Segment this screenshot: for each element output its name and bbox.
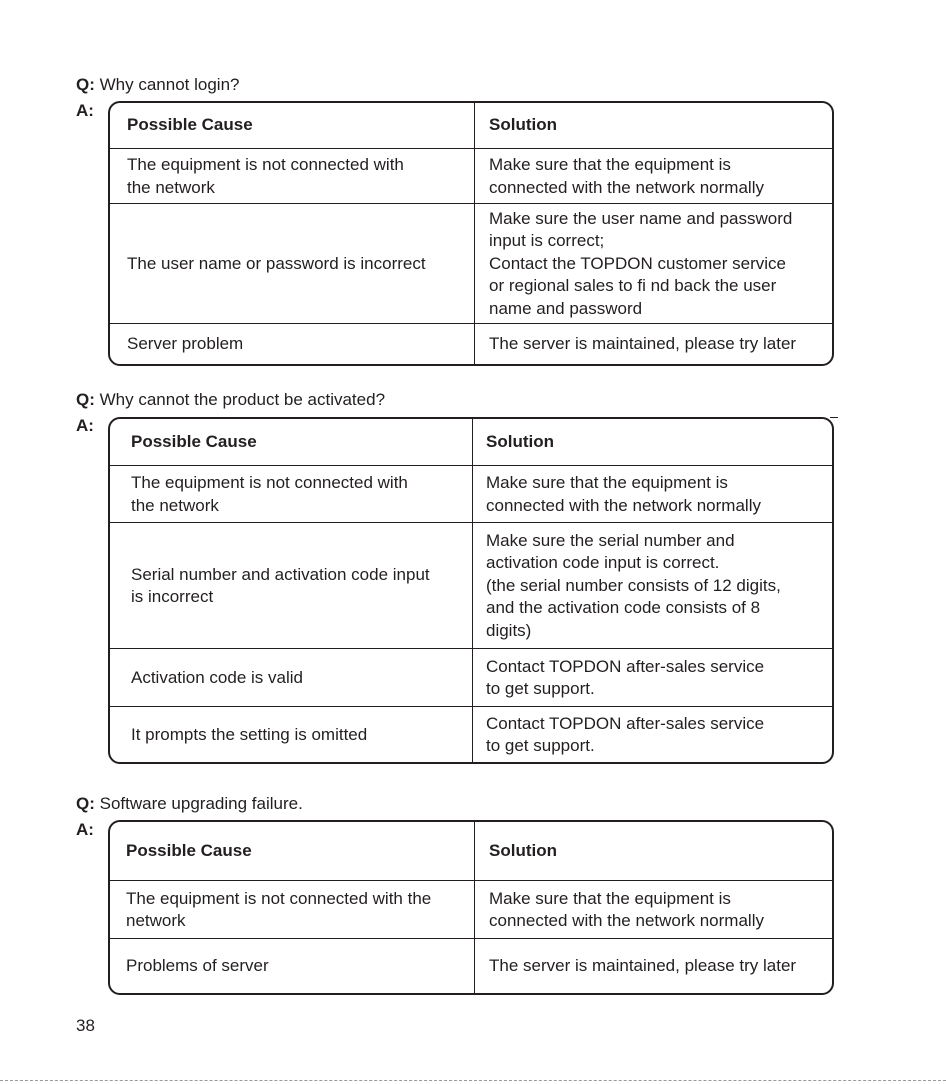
answer-label-2: A: bbox=[76, 416, 94, 435]
question-2 bbox=[76, 390, 385, 410]
table-header-row bbox=[110, 822, 832, 880]
table-row bbox=[110, 522, 832, 649]
header-cause: Possible Cause bbox=[126, 840, 252, 860]
faq-table-upgrade bbox=[108, 820, 834, 995]
table-row bbox=[110, 465, 832, 523]
cause-cell: The user name or password is incorrect bbox=[127, 253, 426, 273]
q-label: Q: bbox=[76, 75, 95, 94]
table-row bbox=[110, 938, 832, 994]
table-row bbox=[110, 706, 832, 763]
question-text: Software upgrading failure. bbox=[99, 794, 303, 813]
solution-cell: Contact TOPDON after-sales service to get support. bbox=[486, 713, 765, 755]
cause-cell: Serial number and activation code input is incorrect bbox=[131, 564, 430, 606]
table-header-row bbox=[110, 419, 832, 465]
solution-cell: Make sure that the equipment is connected with the network normally bbox=[489, 888, 764, 930]
q-label: Q: bbox=[76, 390, 95, 409]
header-cause: Possible Cause bbox=[127, 115, 253, 135]
q-label: Q: bbox=[76, 794, 95, 813]
cause-cell: The equipment is not connected with the network bbox=[131, 473, 408, 515]
solution-cell: The server is maintained, please try later bbox=[489, 956, 797, 976]
question-3 bbox=[76, 794, 303, 814]
cause-cell: Problems of server bbox=[126, 956, 269, 976]
table-row bbox=[110, 323, 832, 365]
cause-cell: The equipment is not connected with the network bbox=[127, 155, 404, 197]
solution-cell: Make sure the user name and password input is correct; Contact the TOPDON customer service or regional sales to fi nd back the user name and password bbox=[489, 208, 793, 318]
header-solution: Solution bbox=[489, 840, 557, 860]
header-cause: Possible Cause bbox=[131, 431, 257, 451]
solution-cell: Make sure that the equipment is connected with the network normally bbox=[489, 155, 764, 197]
solution-cell: The server is maintained, please try later bbox=[489, 334, 797, 354]
header-solution: Solution bbox=[486, 431, 554, 451]
answer-label-1: A: bbox=[76, 101, 94, 120]
answer-label-3: A: bbox=[76, 820, 94, 839]
cause-cell: The equipment is not connected with the network bbox=[126, 888, 432, 930]
faq-table-activation bbox=[108, 417, 834, 764]
solution-cell: Contact TOPDON after-sales service to get support. bbox=[486, 656, 765, 698]
table-row bbox=[110, 203, 832, 324]
question-1 bbox=[76, 75, 240, 95]
faq-table-login bbox=[108, 101, 834, 366]
question-text: Why cannot the product be activated? bbox=[99, 390, 386, 409]
table-row bbox=[110, 648, 832, 707]
cause-cell: It prompts the setting is omitted bbox=[131, 724, 368, 744]
cause-cell: Activation code is valid bbox=[131, 667, 303, 687]
stray-tick bbox=[830, 417, 838, 418]
question-text: Why cannot login? bbox=[99, 75, 240, 94]
table-row bbox=[110, 148, 832, 204]
solution-cell: Make sure that the equipment is connected with the network normally bbox=[486, 473, 761, 515]
page-number: 38 bbox=[76, 1016, 95, 1035]
cause-cell: Server problem bbox=[127, 334, 244, 354]
solution-cell: Make sure the serial number and activation code input is correct. (the serial number consists of 12 digits, and the activation code consists of 8 digits) bbox=[486, 530, 781, 640]
table-header-row bbox=[110, 103, 832, 148]
header-solution: Solution bbox=[489, 115, 557, 135]
table-row bbox=[110, 880, 832, 939]
page-bottom-rule bbox=[0, 1080, 946, 1081]
